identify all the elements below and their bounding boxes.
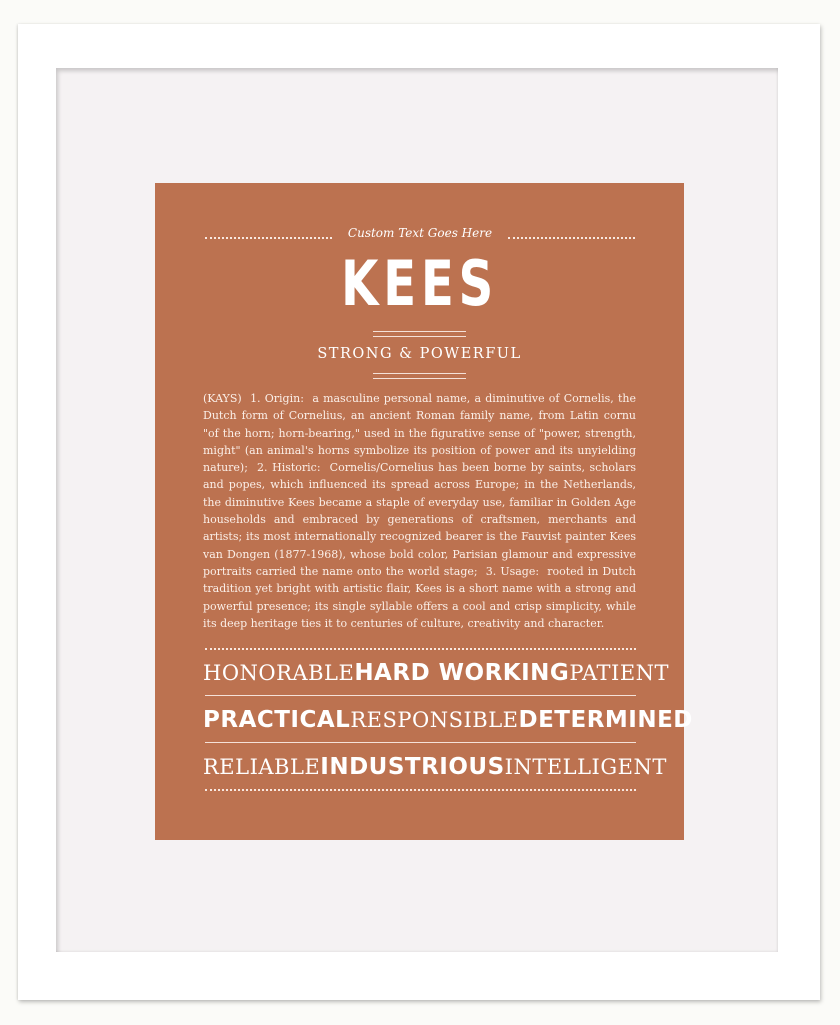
name-underline-bottom (373, 336, 466, 337)
meaning-subtitle: STRONG & POWERFUL (317, 346, 522, 362)
trait: INDUSTRIOUS (320, 754, 505, 780)
usage-text: rooted in Dutch tradition yet bright with artistic flair, Kees is a short name with a strong and powerful presence; its single syllable offers a cool and crisp simplicity, while its deep heritage ties it to centuries of culture, creativity and character. (203, 564, 636, 630)
trait: DETERMINED (518, 707, 693, 733)
trait: PRACTICAL (203, 707, 351, 733)
name-title: KEES (340, 247, 499, 320)
definition-paragraph (203, 390, 636, 632)
header-dotted-rule-left (205, 237, 332, 239)
traits-divider-1 (205, 695, 636, 696)
historic-text: Cornelis/Cornelius has been borne by saints, scholars and popes, which influenced its spread across Europe; in the Netherlands, the diminutive Kees became a staple of everyday use, familiar in Golden Age households and embraced by generations of craftsmen, merchants and artists; its most internationally recognized bearer is the Fauvist painter Kees van Dongen (1877-1968), whose bold color, Parisian glamour and expressive portraits carried the name onto the world stage; (203, 461, 637, 578)
meaning-underline-top (373, 373, 466, 374)
origin-text: a masculine personal name, a diminutive of Cornelis, the Dutch form of Cornelius, an ancient Roman family name, from Latin cornu "of the horn; horn-bearing," used in the figurative sense of "power, strength, might" (an animal's horns symbolize its position of power and its unyielding nature); (203, 392, 636, 475)
origin-label: 1. Origin: (250, 392, 304, 405)
mat-board (56, 68, 778, 952)
historic-label: 2. Historic: (257, 461, 321, 475)
trait: RELIABLE (203, 755, 321, 779)
usage-label: 3. Usage: (485, 564, 540, 578)
trait: INTELLIGENT (504, 755, 667, 779)
trait: PATIENT (569, 661, 670, 685)
meaning-underline-bottom (373, 378, 466, 379)
traits-divider-2 (205, 742, 636, 743)
traits-row-2 (203, 700, 693, 740)
trait: HONORABLE (203, 661, 355, 685)
traits-row-1 (203, 653, 670, 693)
traits-row-3 (203, 747, 667, 787)
custom-text: Custom Text Goes Here (347, 226, 493, 240)
traits-dotted-rule-bottom (205, 789, 636, 791)
name-underline-top (373, 331, 466, 332)
pronunciation: (KAYS) (203, 392, 242, 405)
picture-frame (18, 24, 820, 1000)
header-dotted-rule-right (508, 237, 635, 239)
trait: HARD WORKING (354, 660, 570, 686)
name-print (155, 183, 693, 840)
trait: RESPONSIBLE (350, 708, 519, 732)
traits-dotted-rule-top (205, 648, 636, 650)
